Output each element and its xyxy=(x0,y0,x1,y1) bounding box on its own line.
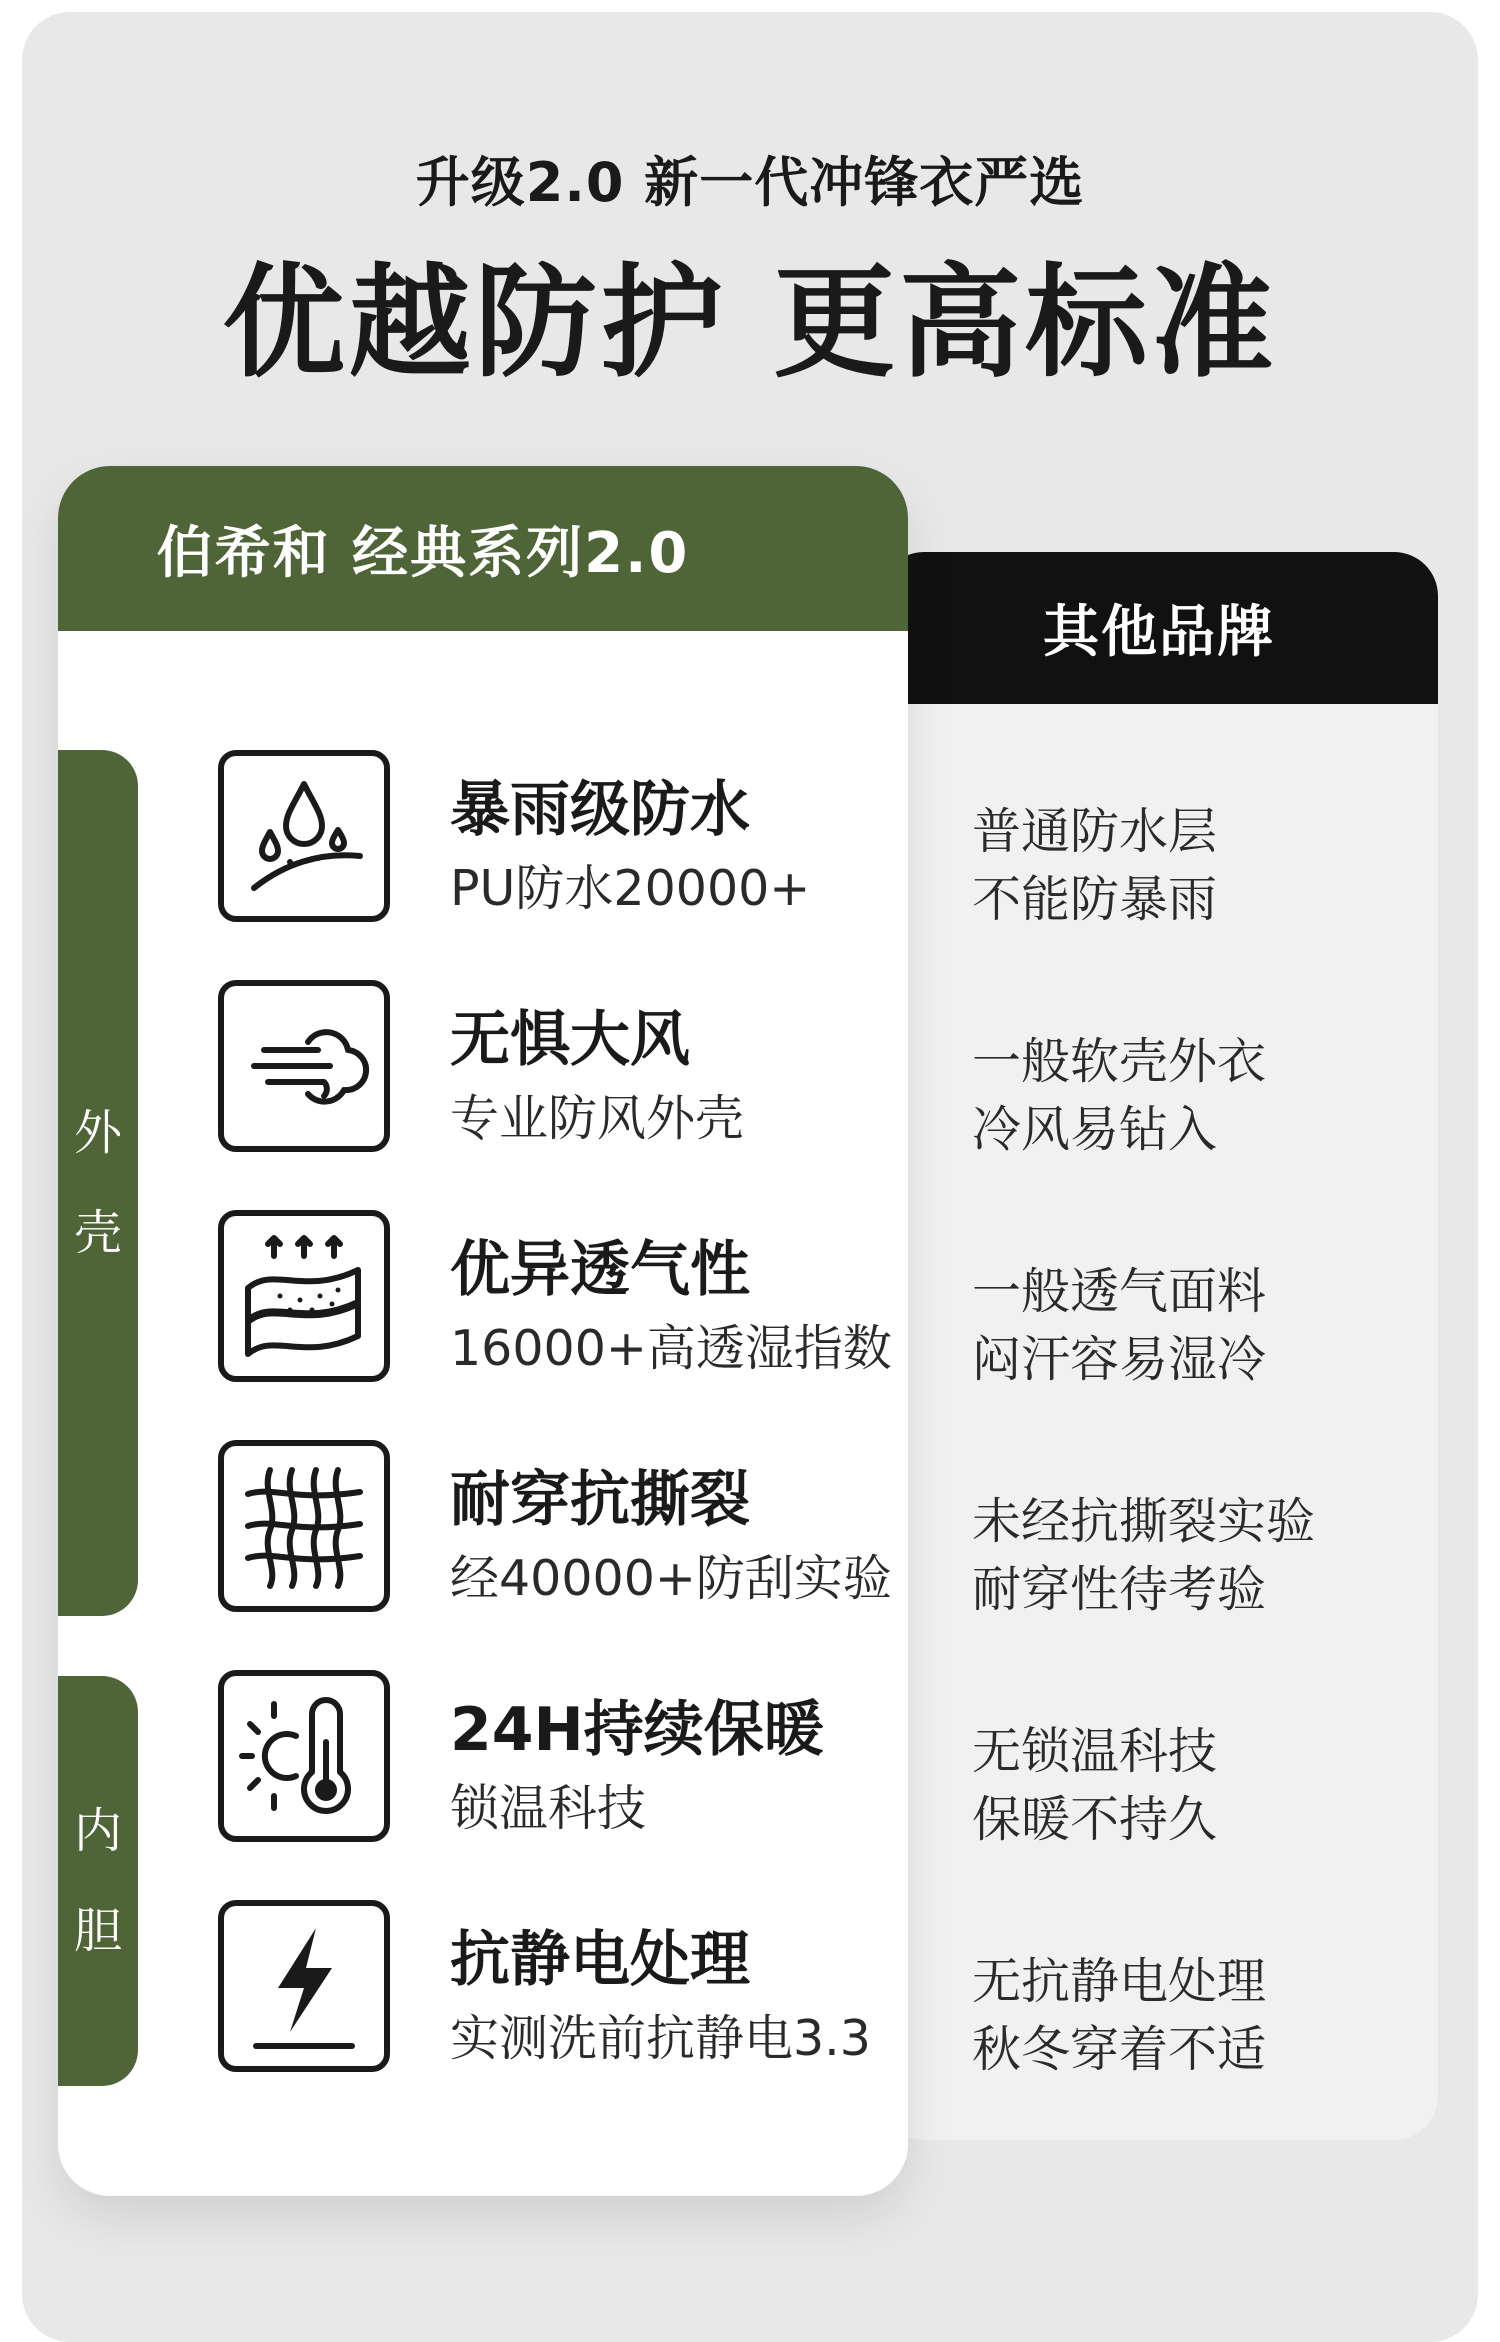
breathable-fabric-icon xyxy=(218,1210,390,1382)
feature-warmth xyxy=(218,1670,898,1860)
other-item-line: 无抗静电处理 xyxy=(972,1953,1267,2010)
feature-antistatic xyxy=(218,1900,898,2090)
other-item-windproof xyxy=(972,1028,1412,1164)
other-item-warmth xyxy=(972,1718,1412,1854)
feature-tear-resistant xyxy=(218,1440,898,1630)
other-item-breathable xyxy=(972,1258,1412,1394)
other-brands-card xyxy=(880,552,1438,2140)
brand-card-title: 伯希和 经典系列2.0 xyxy=(58,466,908,631)
other-item-line: 一般软壳外衣 xyxy=(972,1033,1267,1090)
brand-card xyxy=(58,466,908,2196)
headline: 优越防护 更高标准 xyxy=(222,252,1278,394)
other-brands-title: 其他品牌 xyxy=(880,552,1438,704)
category-label-char: 内 xyxy=(73,1803,122,1859)
other-item-line: 冷风易钻入 xyxy=(972,1101,1218,1158)
other-item-line: 无锁温科技 xyxy=(972,1723,1218,1780)
other-item-line: 耐穿性待考验 xyxy=(972,1561,1267,1618)
feature-desc: 锁温科技 xyxy=(450,1780,647,1837)
other-item-tear xyxy=(972,1488,1412,1624)
category-label-char: 外 xyxy=(73,1105,122,1161)
feature-title: 暴雨级防水 xyxy=(450,775,750,845)
thermometer-sun-icon xyxy=(218,1670,390,1842)
feature-desc: PU防水20000+ xyxy=(450,860,811,917)
water-drop-icon xyxy=(218,750,390,922)
other-item-line: 秋冬穿着不适 xyxy=(972,2021,1267,2078)
other-item-line: 保暖不持久 xyxy=(972,1791,1218,1848)
woven-fabric-icon xyxy=(218,1440,390,1612)
category-label-char: 胆 xyxy=(73,1903,122,1959)
other-item-line: 未经抗撕裂实验 xyxy=(972,1493,1316,1550)
feature-title: 优异透气性 xyxy=(450,1235,750,1305)
other-item-line: 普通防水层 xyxy=(972,803,1218,860)
feature-desc: 实测洗前抗静电3.3 xyxy=(450,2010,871,2067)
category-tab-lining xyxy=(58,1676,138,2086)
lightning-icon xyxy=(218,1900,390,2072)
feature-desc: 专业防风外壳 xyxy=(450,1090,745,1147)
subtitle: 升级2.0 新一代冲锋衣严选 xyxy=(415,151,1085,214)
feature-breathable xyxy=(218,1210,898,1400)
category-label-char: 壳 xyxy=(73,1205,122,1261)
other-item-line: 不能防暴雨 xyxy=(972,871,1218,928)
other-item-line: 一般透气面料 xyxy=(972,1263,1267,1320)
feature-title: 抗静电处理 xyxy=(450,1925,750,1995)
feature-title: 无惧大风 xyxy=(450,1005,690,1075)
feature-windproof xyxy=(218,980,898,1170)
feature-waterproof xyxy=(218,750,898,940)
wind-icon xyxy=(218,980,390,1152)
feature-desc: 经40000+防刮实验 xyxy=(450,1550,892,1607)
other-item-waterproof xyxy=(972,798,1412,934)
feature-desc: 16000+高透湿指数 xyxy=(450,1320,892,1377)
category-tab-shell xyxy=(58,750,138,1616)
other-item-line: 闷汗容易湿冷 xyxy=(972,1331,1267,1388)
feature-title: 24H持续保暖 xyxy=(450,1695,824,1765)
feature-title: 耐穿抗撕裂 xyxy=(450,1465,750,1535)
other-item-antistatic xyxy=(972,1948,1412,2084)
